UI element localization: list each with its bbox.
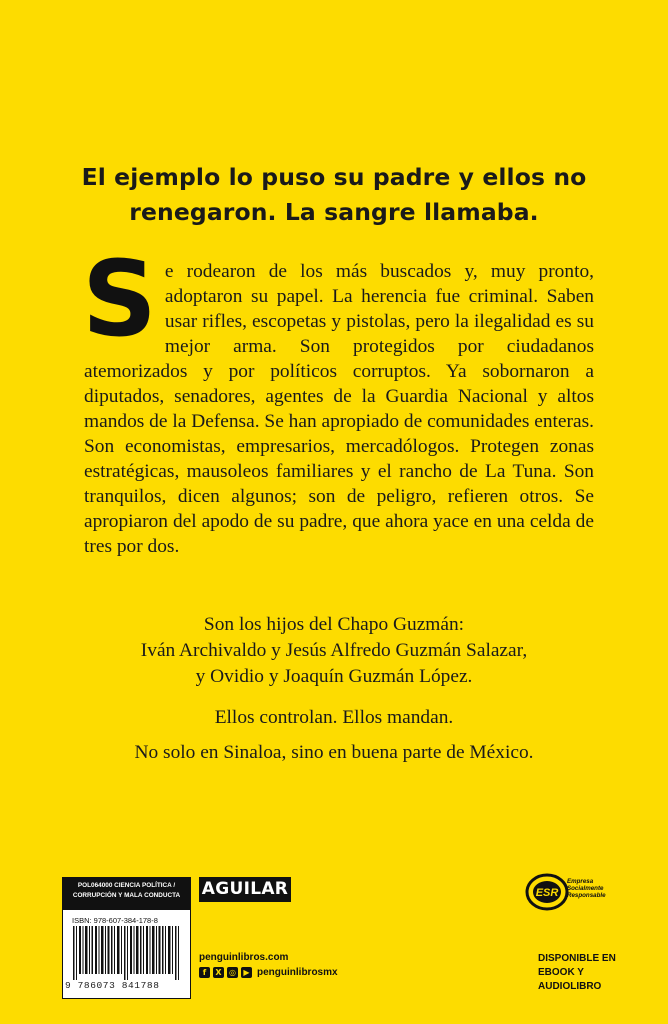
isbn-barcode-box xyxy=(62,877,191,999)
x-icon[interactable]: X xyxy=(213,967,224,978)
esr-badge-text: ESR xyxy=(535,887,559,899)
esr-badge-icon xyxy=(525,872,571,912)
esr-line-1: Empresa xyxy=(567,878,594,885)
category-line-2: CORRUPCIÓN Y MALA CONDUCTA xyxy=(72,891,181,899)
social-handle[interactable]: penguinlibrosmx xyxy=(257,967,338,978)
publisher-website[interactable]: penguinlibros.com xyxy=(199,952,289,963)
esr-label xyxy=(567,878,615,900)
sons-line-3: y Ovidio y Joaquín Guzmán López. xyxy=(195,666,473,687)
headline-line-1: El ejemplo lo puso su padre y ellos no xyxy=(81,163,587,191)
esr-line-2: Socialmente xyxy=(567,885,604,893)
sons-names xyxy=(60,612,608,690)
barcode-digits: 9 786073 841788 xyxy=(65,980,160,991)
instagram-icon[interactable]: ◎ xyxy=(227,967,238,978)
availability-note xyxy=(538,952,618,994)
facebook-icon[interactable]: f xyxy=(199,967,210,978)
category-line-1: POL064000 CIENCIA POLÍTICA / xyxy=(77,882,176,889)
availability-line-2: EBOOK Y AUDIOLIBRO xyxy=(538,967,602,992)
availability-line-1: DISPONIBLE EN xyxy=(538,953,616,964)
esr-line-3: Responsable xyxy=(567,892,606,900)
control-line xyxy=(60,705,608,731)
synopsis-paragraph xyxy=(82,238,594,559)
headline-line-2: renegaron. La sangre llamaba. xyxy=(129,198,539,226)
barcode-icon xyxy=(73,926,181,980)
isbn-label: ISBN: 978-607-384-178-8 xyxy=(72,916,158,925)
region-text: No solo en Sinaloa, sino en buena parte de México. xyxy=(134,742,534,763)
youtube-icon[interactable]: ▶ xyxy=(241,967,252,978)
synopsis-text: e rodearon de los más buscados y, muy pronto, adoptaron su papel. La herencia fue criminal. Saben usar rifles, escopetas y pistolas, pero la ilegalidad es su mejor arma. Son protegidos por ciudadanos atemorizados y por políticos corruptos. Ya sobornaron a diputados, senadores, agentes de la Guardia Nacional y altos mandos de la Defensa. Se han apropiado de comunidades enteras. Son economistas, empresarios, mercadólogos. Protegen zonas estratégicas, mausoleos familiares y el rancho de La Tuna. Son tranquilos, dicen algunos; son de peligro, refieren otros. Se apropiaron del apodo de su padre, que ahora yace en una celda de tres por dos. xyxy=(84,261,594,557)
back-cover-headline xyxy=(70,160,598,230)
drop-cap: S xyxy=(82,238,157,360)
control-text: Ellos controlan. Ellos mandan. xyxy=(214,707,454,728)
aguilar-logo: AGUILAR xyxy=(199,877,291,902)
region-line xyxy=(60,740,608,766)
social-links xyxy=(199,967,338,978)
bisac-category xyxy=(63,878,190,910)
sons-line-1: Son los hijos del Chapo Guzmán: xyxy=(203,614,465,635)
sons-line-2: Iván Archivaldo y Jesús Alfredo Guzmán Salazar, xyxy=(140,640,528,661)
